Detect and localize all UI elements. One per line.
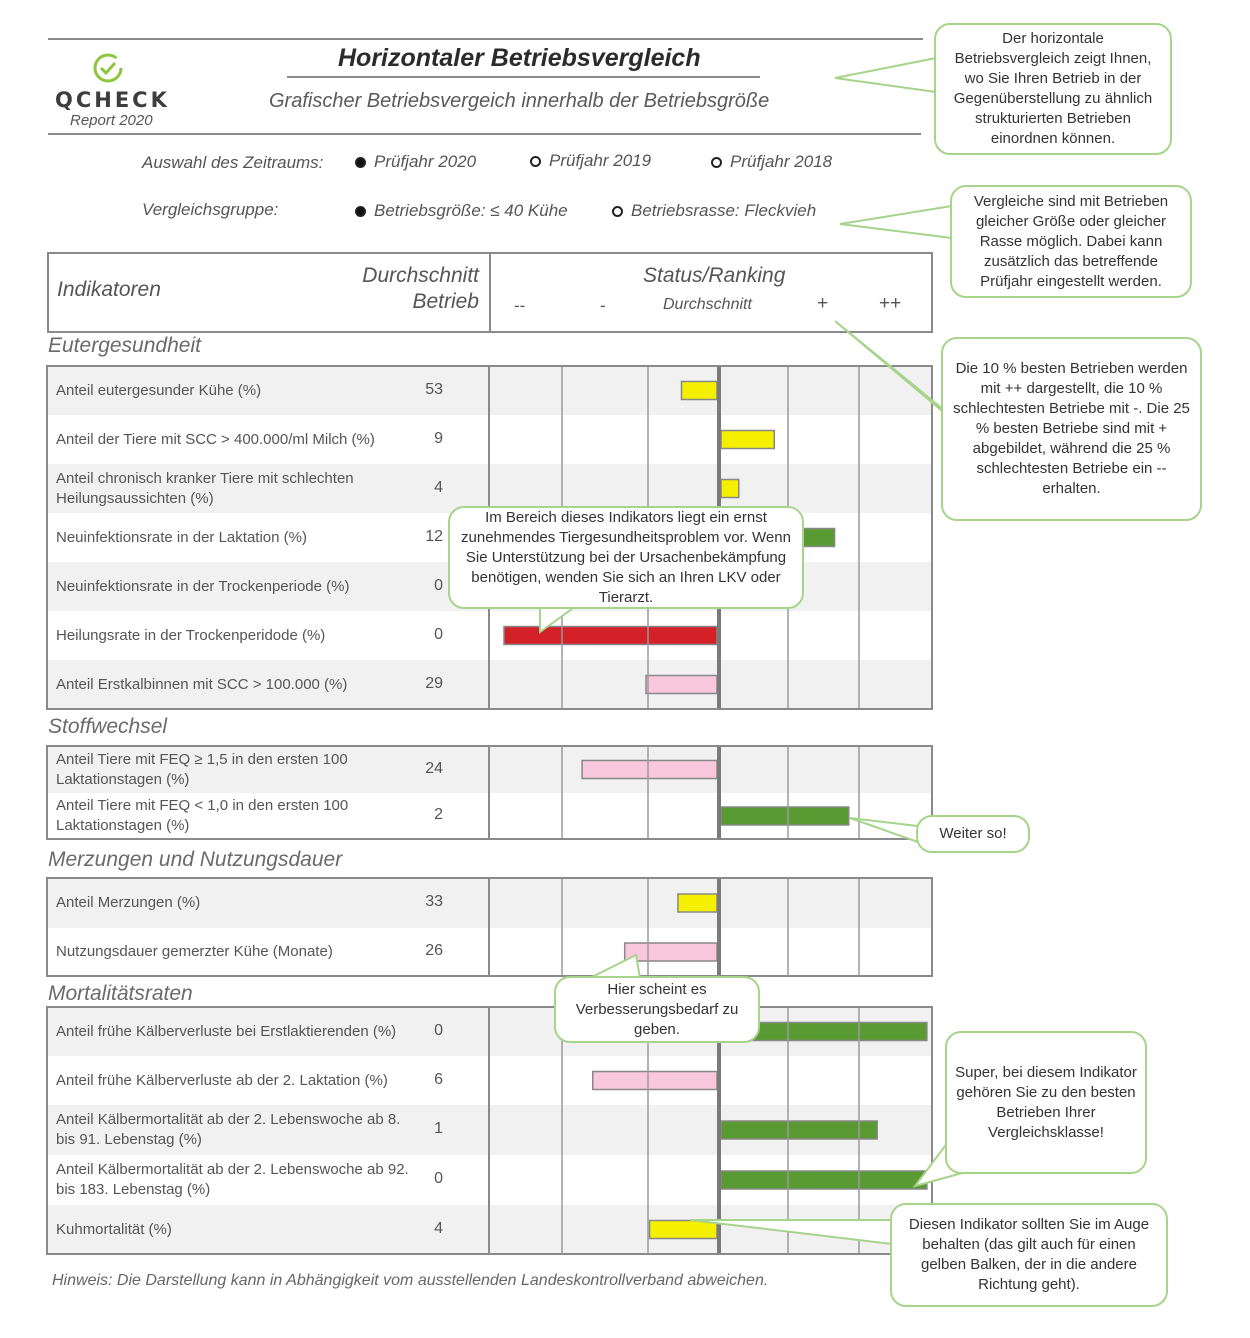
group-option-size[interactable]: Betriebsgröße: ≤ 40 Kühe — [355, 201, 568, 221]
period-label: Auswahl des Zeitraums: — [142, 153, 324, 172]
report-label: Report 2020 — [70, 112, 153, 129]
header-indicators: Indikatoren — [57, 278, 161, 301]
header-col-m: - — [600, 296, 606, 315]
header-col-mm: -- — [514, 296, 526, 315]
group-label: Vergleichsgruppe: — [142, 200, 279, 219]
header-col-pp: ++ — [879, 293, 902, 314]
indicator-value: 0 — [434, 576, 443, 594]
header-col-p: + — [817, 293, 829, 314]
bar-yellow — [650, 1221, 717, 1239]
bar-yellow — [678, 894, 717, 912]
indicator-value: 26 — [425, 942, 443, 959]
indicator-label: Anteil Tiere mit FEQ < 1,0 in den ersten 100 Laktationstagen (%) — [56, 797, 349, 834]
indicator-value: 6 — [434, 1070, 443, 1088]
indicator-value: 24 — [425, 759, 443, 777]
indicator-value: 33 — [425, 893, 443, 910]
indicator-value: 0 — [434, 1021, 443, 1039]
callout-improve: Hier scheint es Verbesserungsbedarf zu geben. — [554, 976, 760, 1043]
header-status: Status/Ranking — [643, 264, 786, 287]
period-option-2018[interactable]: Prüfjahr 2018 — [711, 152, 832, 172]
indicator-label: Anteil eutergesunder Kühe (%) — [56, 381, 262, 399]
header-average: Durchschnitt Betrieb — [362, 264, 479, 313]
indicator-value: 9 — [434, 429, 443, 447]
period-option-2020[interactable]: Prüfjahr 2020 — [355, 152, 476, 172]
indicator-label: Kuhmortalität (%) — [56, 1220, 172, 1238]
indicator-label: Anteil frühe Kälberverluste ab der 2. Laktation (%) — [56, 1071, 388, 1089]
indicator-value: 12 — [425, 527, 443, 545]
indicator-label: Anteil Merzungen (%) — [56, 894, 201, 911]
bar-yellow — [682, 382, 718, 400]
callout-problem: Im Bereich dieses Indikators liegt ein ernst zunehmendes Tiergesundheitsproblem vor. Wenn Sie Unterstützung bei der Ursachenbekämpfung benötigen, wenden Sie sich an Ihren LKV oder Tierarzt. — [448, 506, 804, 609]
indicator-value: 29 — [425, 674, 443, 692]
bar-pink — [582, 761, 717, 779]
section-title-mortalitaet: Mortalitätsraten — [48, 982, 193, 1005]
indicator-label: Anteil Kälbermortalität ab der 2. Lebenswoche ab 92. bis 183. Lebenstag (%) — [56, 1161, 409, 1198]
indicator-value: 4 — [434, 1219, 443, 1237]
callout-ranking: Die 10 % besten Betrieben werden mit ++ dargestellt, die 10 % schlechtesten Betriebe mit -. Die 25 % besten Betriebe sind mit + abgebildet, während die 25 % schlechtesten Betriebe ein -- erhalten. — [941, 337, 1202, 521]
bar-pink — [646, 676, 717, 694]
bar-pink — [593, 1072, 717, 1090]
indicator-label: Heilungsrate in der Trockenperidode (%) — [56, 626, 326, 644]
callout-intro: Der horizontale Betriebsvergleich zeigt Ihnen, wo Sie Ihren Betrieb in der Gegenüberstellung zu ähnlich strukturierten Betrieben einordnen können. — [934, 23, 1172, 155]
callout-super: Super, bei diesem Indikator gehören Sie zu den besten Betrieben Ihrer Vergleichsklasse! — [945, 1031, 1147, 1174]
section-title-euter: Eutergesundheit — [48, 334, 201, 357]
header-col-avg: Durchschnitt — [663, 296, 752, 313]
indicator-label: Anteil Erstkalbinnen mit SCC > 100.000 (%) — [56, 675, 348, 693]
footnote: Hinweis: Die Darstellung kann in Abhängigkeit vom ausstellenden Landeskontrollverband abweichen. — [52, 1272, 769, 1289]
indicator-value: 1 — [434, 1120, 443, 1137]
indicator-value: 0 — [434, 625, 443, 643]
logo-text: QCHECK — [55, 88, 170, 112]
bar-pink — [625, 943, 717, 961]
section-title-merzungen: Merzungen und Nutzungsdauer — [48, 848, 343, 871]
indicator-label: Anteil Tiere mit FEQ ≥ 1,5 in den ersten 100 Laktationstagen (%) — [56, 750, 348, 788]
indicator-value: 4 — [434, 478, 443, 496]
bar-yellow — [721, 431, 774, 449]
bar-green — [721, 1121, 877, 1139]
indicator-label: Anteil frühe Kälberverluste bei Erstlaktierenden (%) — [56, 1022, 397, 1040]
callout-watch: Diesen Indikator sollten Sie im Auge behalten (das gilt auch für einen gelben Balken, der in die andere Richtung geht). — [890, 1203, 1168, 1307]
indicator-value: 2 — [434, 806, 443, 823]
period-option-2019[interactable]: Prüfjahr 2019 — [530, 151, 651, 171]
indicator-label: Neuinfektionsrate in der Trockenperiode (%) — [56, 577, 350, 595]
bar-green — [721, 807, 849, 825]
group-option-breed[interactable]: Betriebsrasse: Fleckvieh — [612, 201, 816, 221]
indicator-label: Anteil Kälbermortalität ab der 2. Lebenswoche ab 8. bis 91. Lebenstag (%) — [56, 1111, 401, 1148]
indicator-label: Nutzungsdauer gemerzter Kühe (Monate) — [56, 943, 333, 960]
indicator-label: Neuinfektionsrate in der Laktation (%) — [56, 528, 307, 546]
indicator-value: 53 — [425, 380, 443, 398]
page-subtitle: Grafischer Betriebsvergeich innerhalb der Betriebsgröße — [269, 90, 770, 112]
callout-pointer — [835, 58, 936, 92]
indicator-value: 0 — [434, 1170, 443, 1187]
page-title: Horizontaler Betriebsvergleich — [338, 44, 701, 72]
bar-red — [504, 627, 717, 645]
indicator-label: Anteil der Tiere mit SCC > 400.000/ml Milch (%) — [56, 430, 375, 448]
callout-comparison: Vergleiche sind mit Betrieben gleicher Größe oder gleicher Rasse möglich. Dabei kann zusätzlich das betreffende Prüfjahr eingestellt werden. — [950, 185, 1192, 298]
callout-weiter: Weiter so! — [916, 815, 1030, 853]
section-title-stoffwechsel: Stoffwechsel — [48, 715, 168, 738]
bar-green — [721, 1171, 927, 1189]
indicator-label: Anteil chronisch kranker Tiere mit schlechten Heilungsaussichten (%) — [56, 469, 354, 507]
bar-yellow — [721, 480, 739, 498]
callout-pointer — [840, 206, 952, 238]
